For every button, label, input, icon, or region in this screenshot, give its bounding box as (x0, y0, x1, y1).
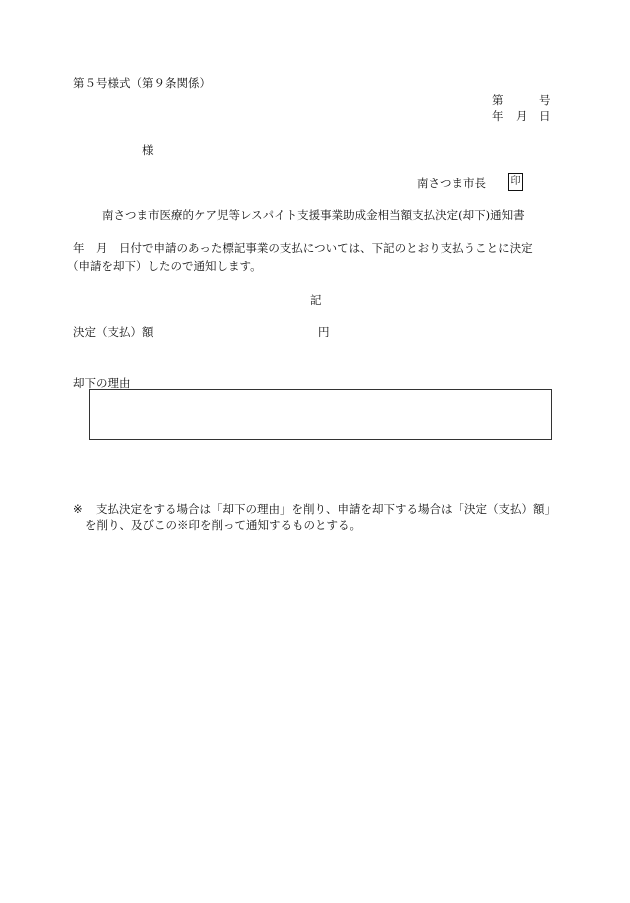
form-number: 第５号様式（第９条関係） (73, 76, 211, 90)
addressee-suffix: 様 (142, 143, 154, 157)
document-number-suffix: 号 (539, 93, 551, 107)
note-mark: ※ (73, 502, 83, 516)
note-text-line-2: を削り、及びこの※印を削って通知するものとする。 (85, 518, 361, 532)
note-text-line-1: 支払決定をする場合は「却下の理由」を削り、申請を却下する場合は「決定（支払）額」 (96, 502, 556, 516)
document-title: 南さつま市医療的ケア児等レスパイト支援事業助成金相当額支払決定(却下)通知書 (102, 208, 525, 222)
rejection-reason-label: 却下の理由 (73, 376, 131, 390)
date-month-label: 月 (516, 109, 528, 123)
amount-label: 決定（支払）額 (73, 325, 154, 339)
ki-heading: 記 (310, 293, 322, 307)
amount-unit: 円 (318, 325, 330, 339)
document-number-prefix: 第 (492, 93, 504, 107)
rejection-reason-box[interactable] (89, 389, 552, 440)
seal-stamp: 印 (508, 173, 523, 191)
issuer-name: 南さつま市長 (417, 176, 486, 190)
body-text-line-2: （申請を却下）したので通知します。 (67, 259, 262, 273)
body-text-line-1: 年 月 日付で申請のあった標記事業の支払については、下記のとおり支払うことに決定 (73, 241, 533, 255)
date-year-label: 年 (492, 109, 504, 123)
date-day-label: 日 (539, 109, 551, 123)
